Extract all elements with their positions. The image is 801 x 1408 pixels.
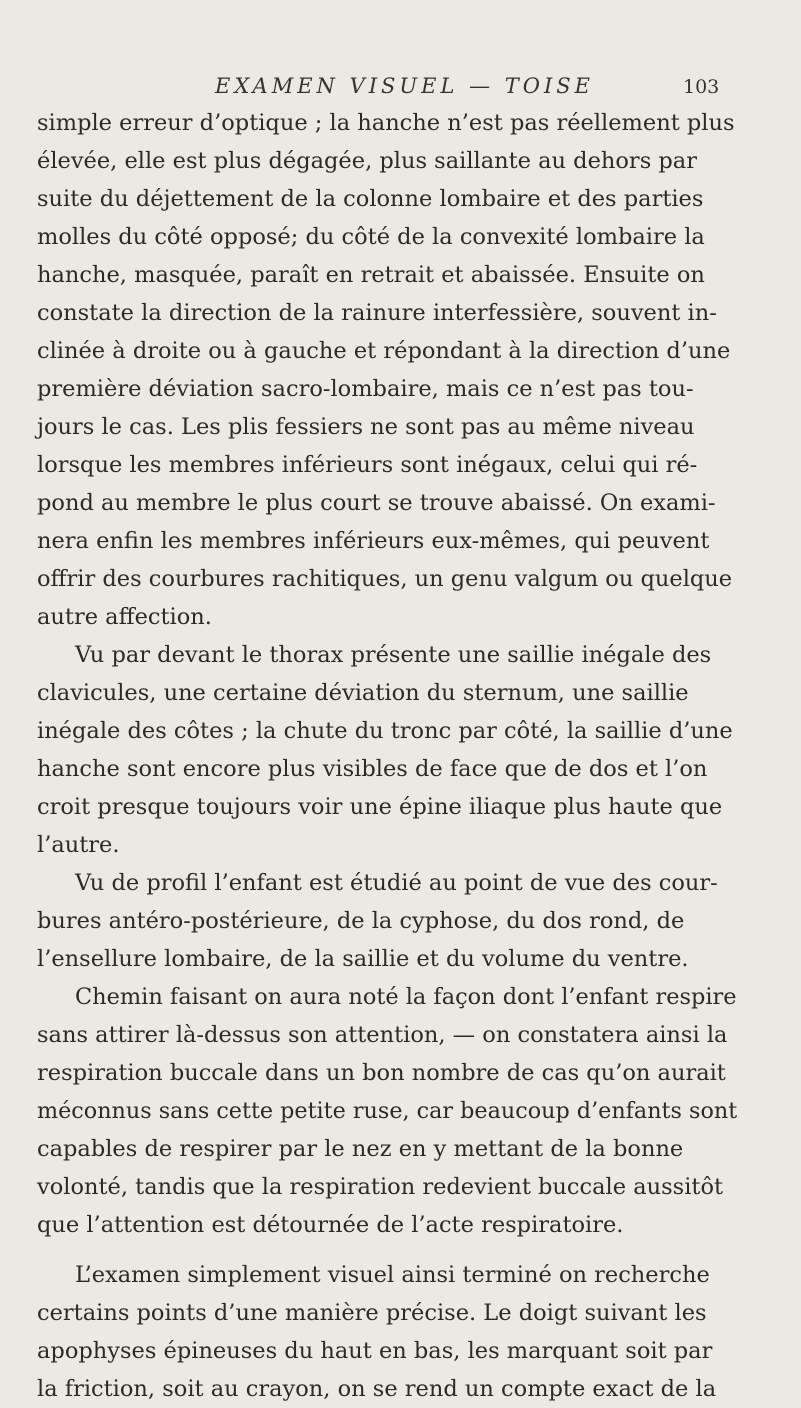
text-line: la friction, soit au crayon, on se rend un compte exact de la [37, 1376, 717, 1402]
text-line: clinée à droite ou à gauche et répondant à la direction d’une [37, 338, 731, 364]
running-head [0, 74, 801, 102]
text-line: molles du côté opposé; du côté de la convexité lombaire la [37, 224, 705, 250]
text-line: hanche sont encore plus visibles de face que de dos et l’on [37, 756, 708, 782]
text-line: Vu de profil l’enfant est étudié au point de vue des cour- [75, 870, 718, 896]
text-line: que l’attention est détournée de l’acte respiratoire. [37, 1212, 624, 1238]
text-line: offrir des courbures rachitiques, un genu valgum ou quelque [37, 566, 733, 592]
text-line: simple erreur d’optique ; la hanche n’est pas réellement plus [37, 110, 735, 136]
text-line: méconnus sans cette petite ruse, car beaucoup d’enfants sont [37, 1098, 738, 1124]
text-line: sans attirer là-dessus son attention, — on constatera ainsi la [37, 1022, 728, 1048]
text-line: première déviation sacro-lombaire, mais ce n’est pas tou- [37, 376, 694, 402]
text-line: volonté, tandis que la respiration redevient buccale aussitôt [37, 1174, 724, 1200]
text-line: lorsque les membres inférieurs sont inégaux, celui qui ré- [37, 452, 698, 478]
text-line: l’ensellure lombaire, de la saillie et du volume du ventre. [37, 946, 689, 972]
text-line: Chemin faisant on aura noté la façon dont l’enfant respire [75, 984, 737, 1010]
page-number: 103 [683, 76, 720, 98]
text-line: jours le cas. Les plis fessiers ne sont pas au même niveau [37, 414, 695, 440]
running-title: EXAMEN VISUEL — TOISE [215, 74, 594, 98]
text-line: Vu par devant le thorax présente une saillie inégale des [75, 642, 712, 668]
text-line: clavicules, une certaine déviation du sternum, une saillie [37, 680, 689, 706]
text-line: inégale des côtes ; la chute du tronc par côté, la saillie d’une [37, 718, 733, 744]
text-line: apophyses épineuses du haut en bas, les marquant soit par [37, 1338, 713, 1364]
text-line: bures antéro-postérieure, de la cyphose, du dos rond, de [37, 908, 685, 934]
text-line: certains points d’une manière précise. Le doigt suivant les [37, 1300, 707, 1326]
text-line: nera enfin les membres inférieurs eux-mêmes, qui peuvent [37, 528, 710, 554]
text-line: l’autre. [37, 832, 120, 858]
text-line: L’examen simplement visuel ainsi terminé on recherche [75, 1262, 710, 1288]
text-line: capables de respirer par le nez en y mettant de la bonne [37, 1136, 684, 1162]
text-line: pond au membre le plus court se trouve abaissé. On exami- [37, 490, 716, 516]
text-line: élevée, elle est plus dégagée, plus saillante au dehors par [37, 148, 697, 174]
text-line: autre affection. [37, 604, 212, 630]
text-line: respiration buccale dans un bon nombre de cas qu’on aurait [37, 1060, 726, 1086]
text-line: croit presque toujours voir une épine iliaque plus haute que [37, 794, 723, 820]
text-line: suite du déjettement de la colonne lombaire et des parties [37, 186, 704, 212]
text-line: hanche, masquée, paraît en retrait et abaissée. Ensuite on [37, 262, 705, 288]
text-line: constate la direction de la rainure interfessière, souvent in- [37, 300, 717, 326]
